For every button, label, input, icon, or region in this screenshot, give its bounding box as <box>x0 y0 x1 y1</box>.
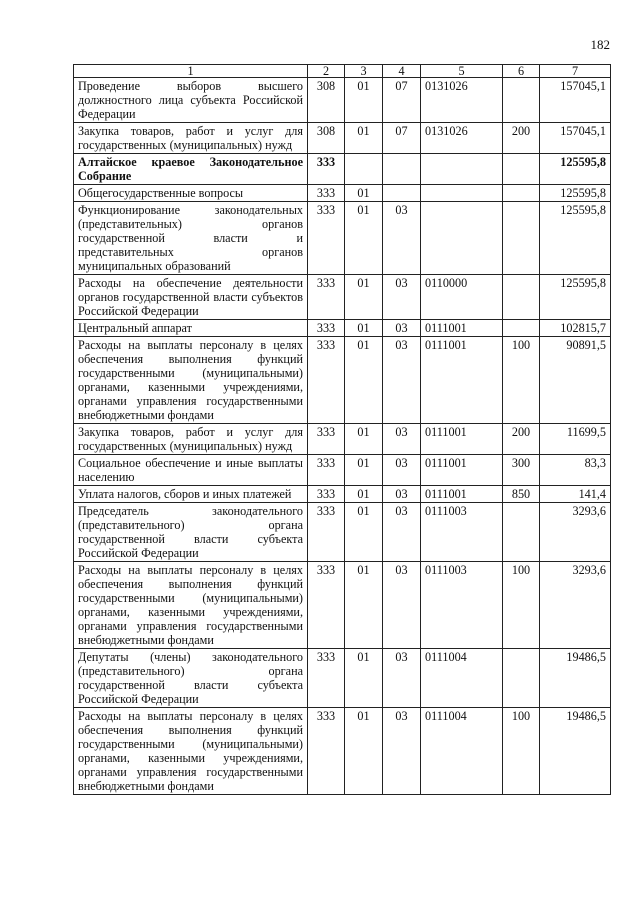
row-description: Расходы на выплаты персоналу в целях обеспечения выполнения функций государственными (муниципальными) органами, казенными учреждениями, органами управления государственными внебюджетными фондами <box>74 708 308 795</box>
row-code-5: 0111004 <box>421 649 503 708</box>
row-description: Расходы на выплаты персоналу в целях обеспечения выполнения функций государственными (муниципальными) органами, казенными учреждениями, органами управления государственными внебюджетными фондами <box>74 562 308 649</box>
row-code-3: 01 <box>345 320 383 337</box>
row-amount: 83,3 <box>540 455 611 486</box>
row-code-2: 308 <box>308 123 345 154</box>
row-code-4 <box>383 154 421 185</box>
row-code-2: 333 <box>308 424 345 455</box>
row-code-4: 03 <box>383 337 421 424</box>
row-description: Проведение выборов высшего должностного лица субъекта Российской Федерации <box>74 78 308 123</box>
row-code-5: 0131026 <box>421 123 503 154</box>
column-header: 6 <box>503 65 540 78</box>
row-code-6 <box>503 185 540 202</box>
column-header: 3 <box>345 65 383 78</box>
row-code-4: 03 <box>383 455 421 486</box>
column-header: 5 <box>421 65 503 78</box>
row-code-3: 01 <box>345 424 383 455</box>
row-description: Расходы на обеспечение деятельности органов государственной власти субъектов Российской Федерации <box>74 275 308 320</box>
row-amount: 157045,1 <box>540 78 611 123</box>
row-code-2: 308 <box>308 78 345 123</box>
row-code-5: 0111001 <box>421 424 503 455</box>
row-code-5: 0111001 <box>421 337 503 424</box>
table-row <box>74 337 611 424</box>
row-code-3: 01 <box>345 455 383 486</box>
row-code-2: 333 <box>308 486 345 503</box>
row-description: Алтайское краевое Законодательное Собрание <box>74 154 308 185</box>
row-code-2: 333 <box>308 562 345 649</box>
row-code-2: 333 <box>308 154 345 185</box>
table-row <box>74 649 611 708</box>
row-code-5: 0111001 <box>421 455 503 486</box>
table-row <box>74 455 611 486</box>
row-amount: 125595,8 <box>540 275 611 320</box>
table-row <box>74 320 611 337</box>
row-code-6 <box>503 275 540 320</box>
row-code-3: 01 <box>345 275 383 320</box>
table-row <box>74 275 611 320</box>
row-description: Депутаты (члены) законодательного (представительного) органа государственной власти субъекта Российской Федерации <box>74 649 308 708</box>
row-code-6 <box>503 503 540 562</box>
table-row <box>74 123 611 154</box>
table-row <box>74 503 611 562</box>
row-code-2: 333 <box>308 455 345 486</box>
row-code-2: 333 <box>308 503 345 562</box>
row-code-5: 0111003 <box>421 562 503 649</box>
row-amount: 3293,6 <box>540 562 611 649</box>
row-code-2: 333 <box>308 649 345 708</box>
row-code-4: 07 <box>383 78 421 123</box>
row-code-5 <box>421 154 503 185</box>
row-code-6: 100 <box>503 562 540 649</box>
row-code-5: 0111004 <box>421 708 503 795</box>
row-code-6: 300 <box>503 455 540 486</box>
row-amount: 125595,8 <box>540 185 611 202</box>
row-code-3: 01 <box>345 562 383 649</box>
row-code-6: 100 <box>503 337 540 424</box>
row-code-4: 03 <box>383 202 421 275</box>
row-description: Центральный аппарат <box>74 320 308 337</box>
row-code-4: 03 <box>383 708 421 795</box>
column-header: 2 <box>308 65 345 78</box>
row-description: Общегосударственные вопросы <box>74 185 308 202</box>
row-code-6 <box>503 154 540 185</box>
row-code-2: 333 <box>308 708 345 795</box>
row-amount: 141,4 <box>540 486 611 503</box>
budget-table <box>73 64 611 795</box>
row-code-5: 0110000 <box>421 275 503 320</box>
row-amount: 125595,8 <box>540 202 611 275</box>
row-code-2: 333 <box>308 337 345 424</box>
table-row <box>74 708 611 795</box>
row-code-6 <box>503 649 540 708</box>
row-description: Функционирование законодательных (представительных) органов государственной власти и представительных органов муниципальных образований <box>74 202 308 275</box>
row-code-4: 03 <box>383 503 421 562</box>
row-code-6 <box>503 320 540 337</box>
row-code-5: 0111003 <box>421 503 503 562</box>
row-amount: 11699,5 <box>540 424 611 455</box>
row-code-2: 333 <box>308 275 345 320</box>
row-code-5: 0111001 <box>421 320 503 337</box>
column-header: 4 <box>383 65 421 78</box>
row-amount: 157045,1 <box>540 123 611 154</box>
row-amount: 19486,5 <box>540 708 611 795</box>
row-code-3: 01 <box>345 185 383 202</box>
row-code-2: 333 <box>308 185 345 202</box>
column-header: 7 <box>540 65 611 78</box>
row-code-3: 01 <box>345 503 383 562</box>
row-code-6 <box>503 202 540 275</box>
column-number-row <box>74 65 611 78</box>
row-code-3: 01 <box>345 649 383 708</box>
row-code-6: 100 <box>503 708 540 795</box>
row-description: Расходы на выплаты персоналу в целях обеспечения выполнения функций государственными (муниципальными) органами, казенными учреждениями, органами управления государственными внебюджетными фондами <box>74 337 308 424</box>
row-code-3 <box>345 154 383 185</box>
row-code-2: 333 <box>308 202 345 275</box>
row-code-6: 200 <box>503 123 540 154</box>
row-code-2: 333 <box>308 320 345 337</box>
row-code-6 <box>503 78 540 123</box>
row-code-5: 0111001 <box>421 486 503 503</box>
row-code-4: 03 <box>383 562 421 649</box>
row-amount: 125595,8 <box>540 154 611 185</box>
row-code-4: 03 <box>383 486 421 503</box>
row-code-3: 01 <box>345 202 383 275</box>
row-code-6: 200 <box>503 424 540 455</box>
table-row <box>74 202 611 275</box>
row-description: Закупка товаров, работ и услуг для государственных (муниципальных) нужд <box>74 123 308 154</box>
row-code-3: 01 <box>345 708 383 795</box>
row-amount: 102815,7 <box>540 320 611 337</box>
column-header: 1 <box>74 65 308 78</box>
row-code-3: 01 <box>345 123 383 154</box>
row-code-6: 850 <box>503 486 540 503</box>
row-description: Уплата налогов, сборов и иных платежей <box>74 486 308 503</box>
row-description: Председатель законодательного (представительного) органа государственной власти субъекта Российской Федерации <box>74 503 308 562</box>
row-description: Социальное обеспечение и иные выплаты населению <box>74 455 308 486</box>
table-row <box>74 486 611 503</box>
row-code-5 <box>421 185 503 202</box>
row-code-3: 01 <box>345 486 383 503</box>
row-code-4 <box>383 185 421 202</box>
row-code-3: 01 <box>345 337 383 424</box>
row-code-5 <box>421 202 503 275</box>
table-row <box>74 424 611 455</box>
row-amount: 19486,5 <box>540 649 611 708</box>
row-code-4: 03 <box>383 275 421 320</box>
row-description: Закупка товаров, работ и услуг для государственных (муниципальных) нужд <box>74 424 308 455</box>
table-row <box>74 154 611 185</box>
table-row <box>74 185 611 202</box>
page-number: 182 <box>590 37 610 52</box>
row-code-4: 03 <box>383 424 421 455</box>
row-code-3: 01 <box>345 78 383 123</box>
row-amount: 3293,6 <box>540 503 611 562</box>
row-amount: 90891,5 <box>540 337 611 424</box>
table-row <box>74 562 611 649</box>
row-code-4: 07 <box>383 123 421 154</box>
row-code-4: 03 <box>383 320 421 337</box>
row-code-5: 0131026 <box>421 78 503 123</box>
table-row <box>74 78 611 123</box>
row-code-4: 03 <box>383 649 421 708</box>
